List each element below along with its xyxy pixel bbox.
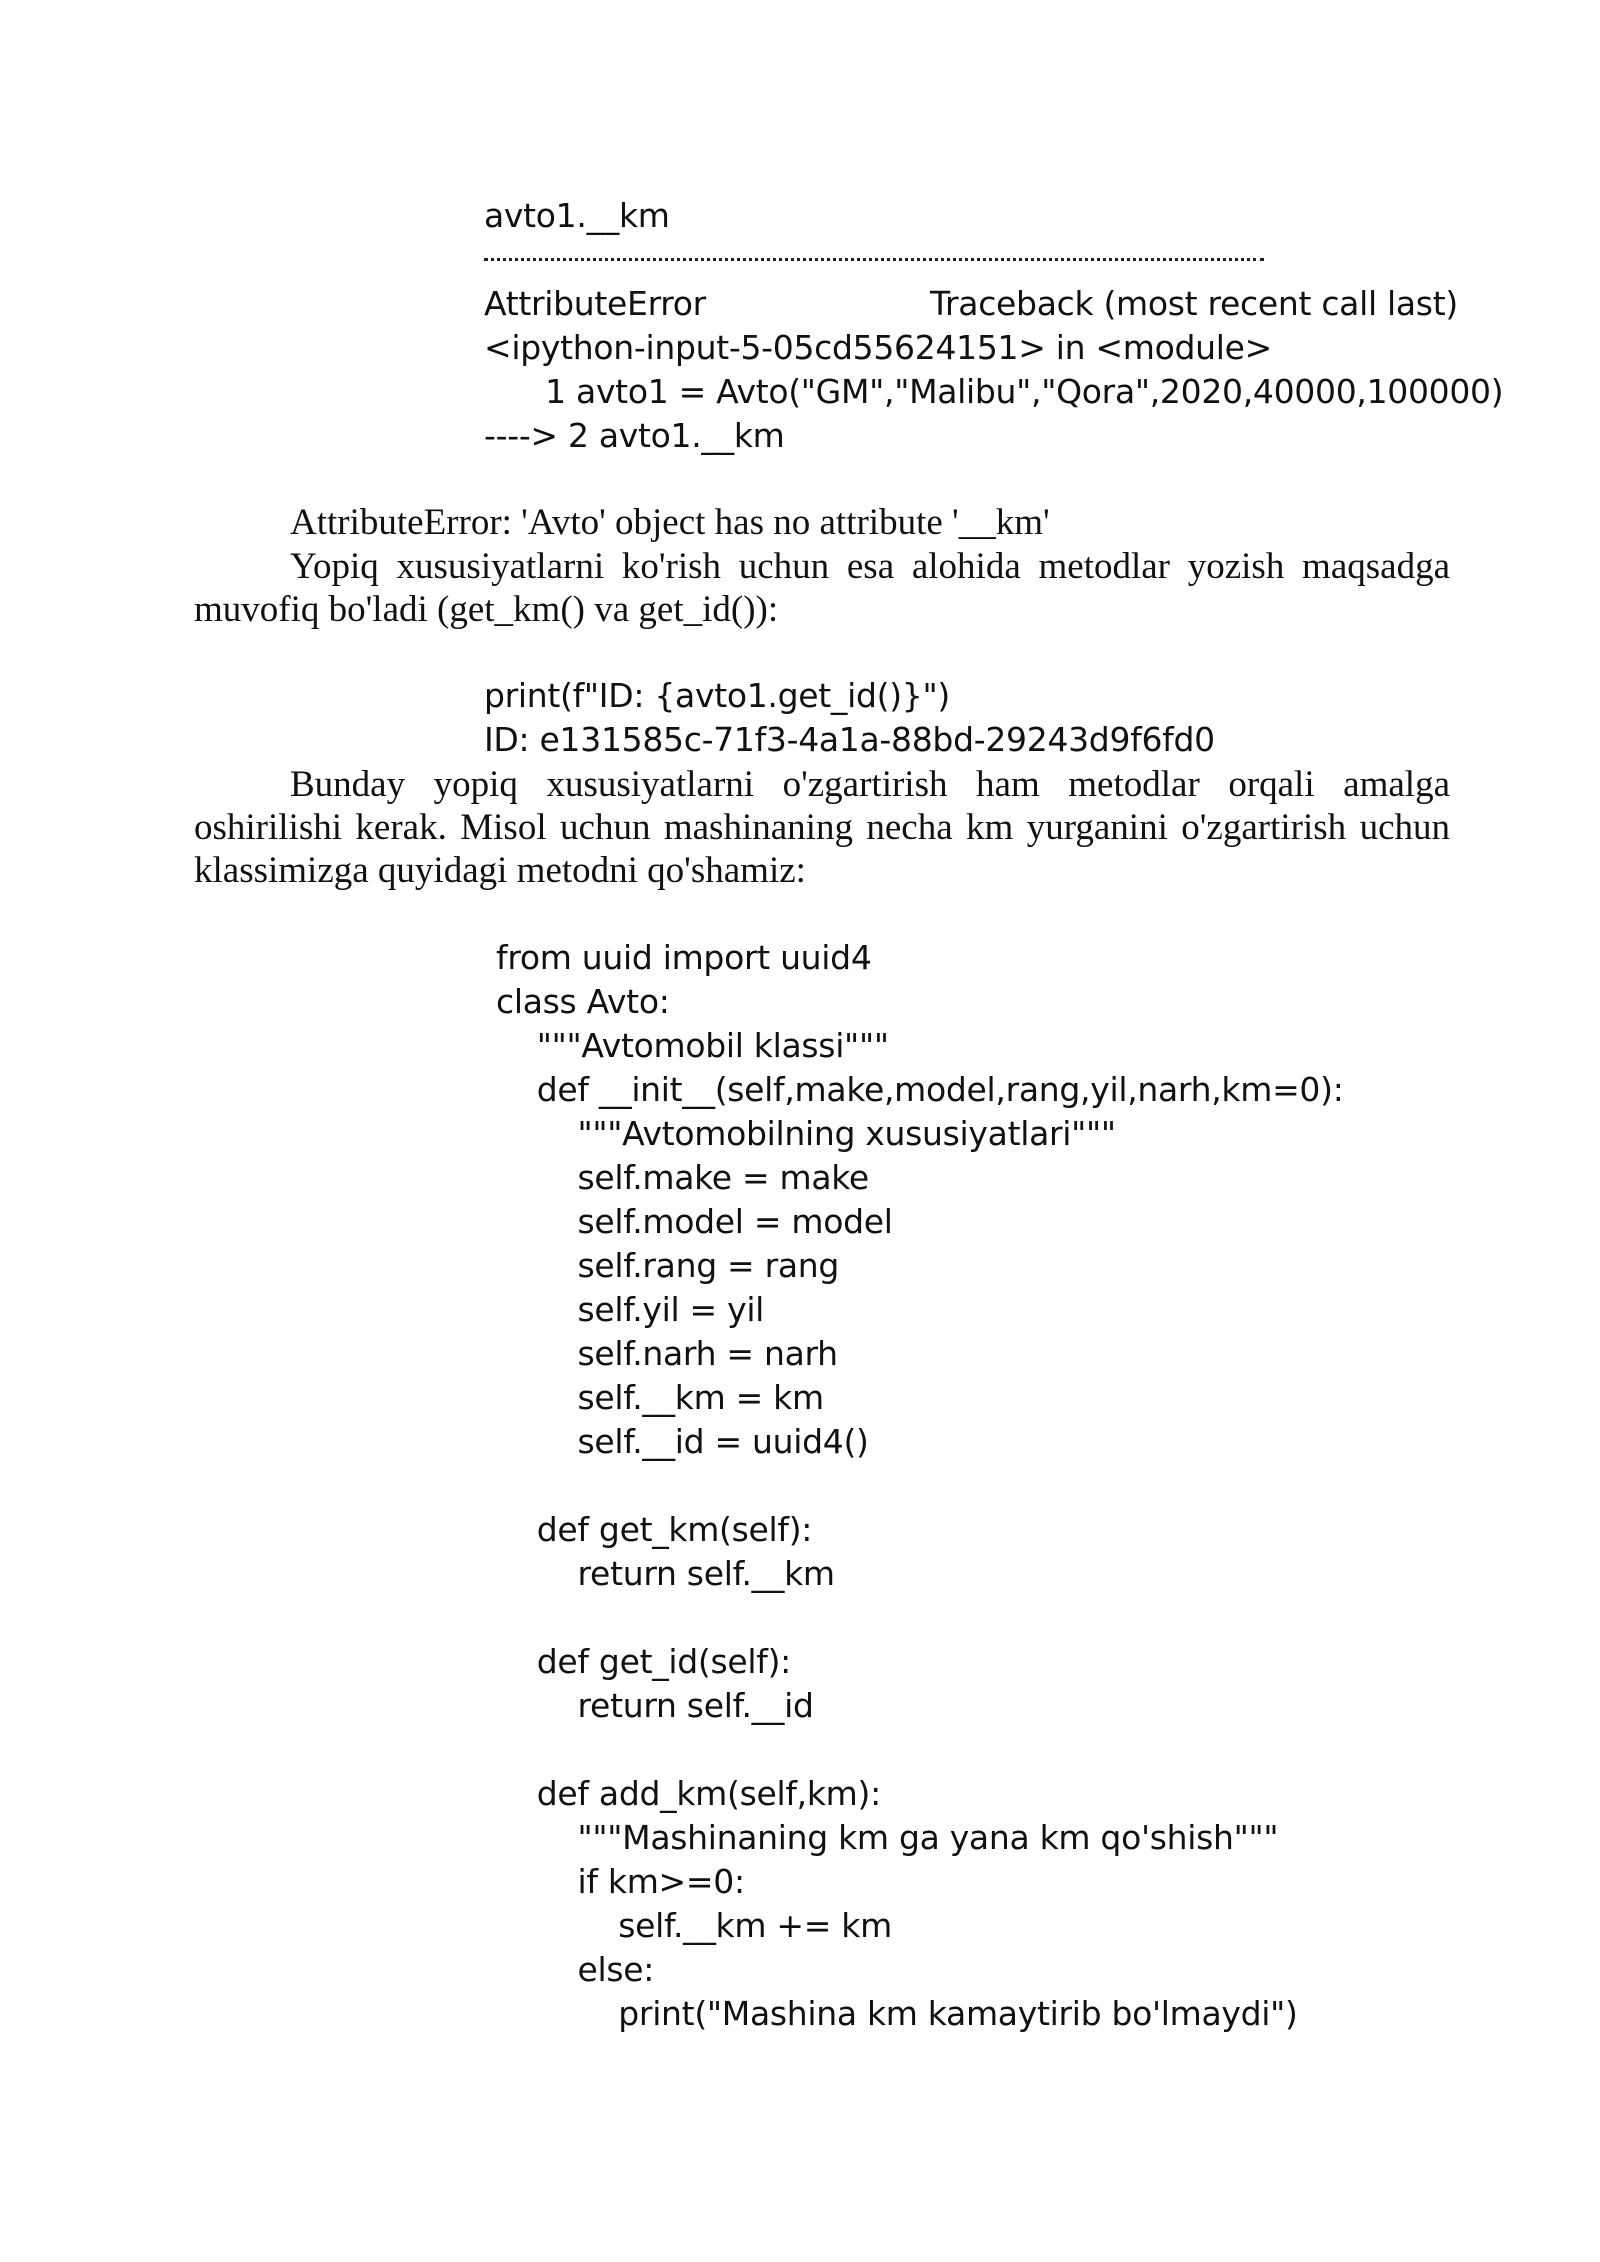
code-line: """Avtomobilning xususiyatlari""" bbox=[496, 1114, 1116, 1153]
code-line: self.rang = rang bbox=[496, 1246, 840, 1285]
paragraph-2: Bunday yopiq xususiyatlarni o'zgartirish ham metodlar orqali amalga oshirilishi kerak. Misol uchun mashinaning necha km yurganini o'zgartirish uchun klassimizga quyidagi metodni qo'shamiz: bbox=[194, 764, 1450, 891]
traceback-line-1: 1 avto1 = Avto("GM","Malibu","Qora",2020,40000,100000) bbox=[484, 372, 1504, 411]
ipython-input-line: <ipython-input-5-05cd55624151> in <module> bbox=[484, 328, 1272, 367]
code-line: print("Mashina km kamaytirib bo'lmaydi") bbox=[496, 1994, 1298, 2033]
traceback-label: Traceback (most recent call last) bbox=[930, 284, 1458, 323]
snippet-output: ID: e131585c-71f3-4a1a-88bd-29243d9f6fd0 bbox=[484, 720, 1215, 759]
code-statement: avto1.__km bbox=[484, 196, 670, 235]
code-line bbox=[496, 1596, 1316, 1640]
code-line: def get_id(self): bbox=[496, 1642, 791, 1681]
error-name: AttributeError bbox=[484, 284, 706, 323]
paragraph-1: Yopiq xususiyatlarni ko'rish uchun esa alohida metodlar yozish maqsadga muvofiq bo'ladi (get_km() va get_id()): bbox=[194, 546, 1450, 630]
code-line: self.__id = uuid4() bbox=[496, 1422, 869, 1461]
code-line: def __init__(self,make,model,rang,yil,narh,km=0): bbox=[496, 1070, 1344, 1109]
error-message: AttributeError: 'Avto' object has no attribute '__km' bbox=[290, 502, 1050, 543]
code-listing bbox=[496, 936, 1344, 2076]
code-line bbox=[496, 1464, 1316, 1508]
code-line: class Avto: bbox=[496, 982, 670, 1021]
code-line: else: bbox=[496, 1950, 655, 1989]
traceback-separator bbox=[484, 258, 1264, 261]
code-line: """Mashinaning km ga yana km qo'shish""" bbox=[496, 1818, 1279, 1857]
code-line: from uuid import uuid4 bbox=[496, 938, 872, 977]
code-line: """Avtomobil klassi""" bbox=[496, 1026, 889, 1065]
code-line: if km>=0: bbox=[496, 1862, 745, 1901]
code-line: return self.__km bbox=[496, 1554, 835, 1593]
code-line: return self.__id bbox=[496, 1686, 814, 1725]
code-line: self.yil = yil bbox=[496, 1290, 765, 1329]
code-line bbox=[496, 1728, 1316, 1772]
snippet-line-1: print(f"ID: {avto1.get_id()}") bbox=[484, 676, 950, 715]
code-line: self.model = model bbox=[496, 1202, 893, 1241]
code-line: def get_km(self): bbox=[496, 1510, 813, 1549]
code-line: self.make = make bbox=[496, 1158, 869, 1197]
code-line: self.narh = narh bbox=[496, 1334, 838, 1373]
code-line: self.__km += km bbox=[496, 1906, 892, 1945]
traceback-line-2: ----> 2 avto1.__km bbox=[484, 416, 785, 455]
code-line: def add_km(self,km): bbox=[496, 1774, 881, 1813]
code-line: self.__km = km bbox=[496, 1378, 824, 1417]
